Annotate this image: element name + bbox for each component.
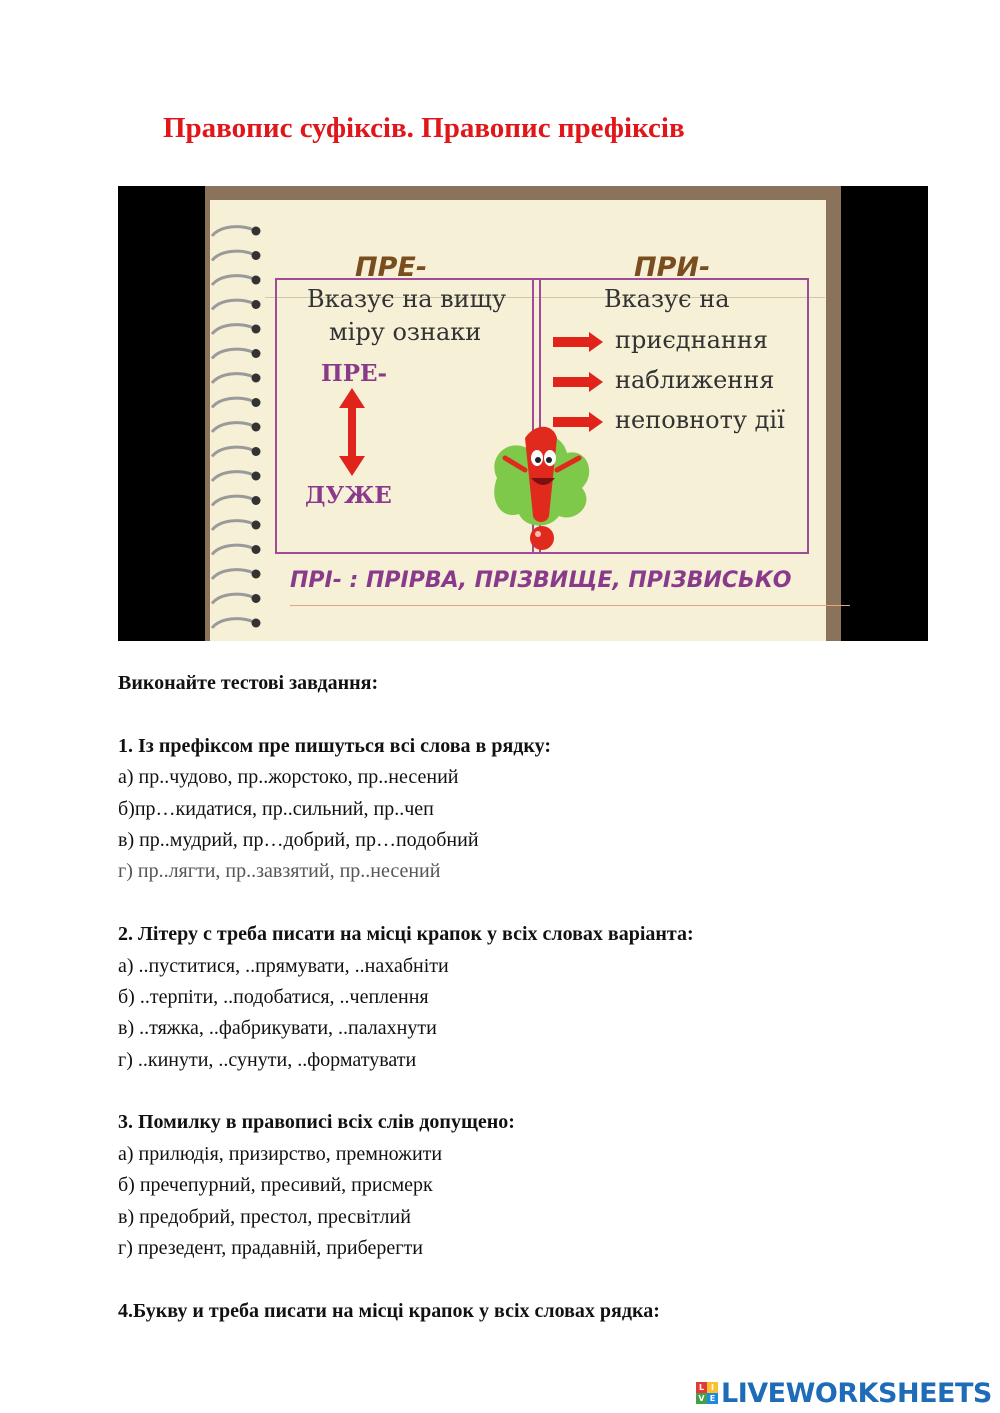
spiral-ring: [212, 472, 254, 481]
answer-option[interactable]: г) презедент, прадавній, приберегти: [118, 1237, 423, 1260]
pre-label: ПРЕ-: [321, 360, 388, 387]
logo-text: LIVEWORKSHEETS: [721, 1377, 992, 1409]
spiral-hole: [252, 496, 261, 505]
page-title: Правопис суфіксів. Правопис префіксів: [163, 112, 685, 144]
spiral-ring: [212, 251, 254, 260]
spiral-hole: [252, 447, 261, 456]
answer-option[interactable]: а) прилюдія, призирство, премножити: [118, 1142, 443, 1165]
spiral-hole: [252, 349, 261, 358]
spiral-hole: [252, 594, 261, 603]
spiral-ring: [212, 423, 254, 432]
rules-box: [275, 278, 809, 554]
spiral-hole: [252, 227, 261, 236]
pry-description: Вказує на: [604, 285, 730, 313]
spiral-hole: [252, 570, 261, 579]
duzhe-label: ДУЖЕ: [305, 482, 392, 509]
test-content: [118, 668, 958, 1327]
spiral-ring: [212, 398, 254, 407]
spiral-ring: [212, 276, 254, 285]
answer-option[interactable]: б) пречепурний, пресивий, присмерк: [118, 1174, 433, 1197]
spiral-ring: [212, 325, 254, 334]
arrow-right-icon: [553, 332, 603, 352]
question-1: 1. Із префіксом пре пишуться всі слова в рядку:: [118, 734, 552, 757]
pry-meaning-3: неповноту дії: [615, 406, 785, 434]
answer-option[interactable]: в) предобрий, престол, пресвітлий: [118, 1205, 411, 1228]
spiral-ring: [212, 619, 254, 628]
spiral-ring: [212, 447, 254, 456]
logo-letter: E: [707, 1393, 718, 1404]
arrow-right-icon: [553, 372, 603, 392]
spiral-hole: [252, 251, 261, 260]
double-arrow-icon: [337, 388, 367, 476]
question-3: 3. Помилку в правописі всіх слів допущено:: [118, 1111, 515, 1134]
pre-description-line2: міру ознаки: [329, 318, 482, 346]
question-2: 2. Літеру с треба писати на місці крапок у всіх словах варіанта:: [118, 923, 694, 946]
answer-option[interactable]: б) ..терпіти, ..подобатися, ..чеплення: [118, 985, 429, 1008]
logo-letter: V: [696, 1393, 707, 1404]
answer-option[interactable]: б)пр…кидатися, пр..сильний, пр..чеп: [118, 797, 434, 820]
heading-pry: ПРИ-: [634, 252, 711, 283]
exclamation-mascot-icon: [487, 418, 597, 552]
answer-option[interactable]: г) ..кинути, ..сунути, ..форматувати: [118, 1048, 417, 1071]
answer-option[interactable]: а) пр..чудово, пр..жорстоко, пр..несений: [118, 766, 459, 789]
liveworksheets-logo[interactable]: [696, 1378, 992, 1408]
notebook-paper: [210, 200, 826, 641]
answer-option[interactable]: г) пр..лягти, пр..завзятий, пр..несений: [118, 860, 441, 883]
spiral-ring: [212, 374, 254, 383]
spiral-ring: [212, 227, 254, 236]
spiral-hole: [252, 398, 261, 407]
pri-exceptions: ПРІ- : ПРІРВА, ПРІЗВИЩЕ, ПРІЗВИСЬКО: [290, 568, 792, 593]
spiral-ring: [212, 521, 254, 530]
spiral-hole: [252, 472, 261, 481]
logo-letter: L: [696, 1382, 707, 1393]
spiral-hole: [252, 545, 261, 554]
answer-option[interactable]: а) ..пуститися, ..прямувати, ..нахабніти: [118, 954, 449, 977]
logo-mark-icon: [696, 1382, 718, 1404]
spiral-ring: [212, 300, 254, 309]
logo-letter: I: [707, 1382, 718, 1393]
spiral-rings-icon: [204, 214, 264, 641]
pre-description-line1: Вказує на вищу: [307, 285, 507, 313]
notebook-board: [205, 186, 841, 641]
question-4: 4.Букву и треба писати на місці крапок у всіх словах рядка:: [118, 1299, 660, 1322]
pry-meaning-2: наближення: [615, 366, 775, 394]
answer-option[interactable]: в) ..тяжка, ..фабрикувати, ..палахнути: [118, 1017, 437, 1040]
spiral-hole: [252, 276, 261, 285]
spiral-ring: [212, 496, 254, 505]
spiral-ring: [212, 545, 254, 554]
heading-pre: ПРЕ-: [355, 252, 428, 283]
spiral-hole: [252, 325, 261, 334]
rule-illustration: [118, 186, 928, 641]
spiral-ring: [212, 594, 254, 603]
spiral-hole: [252, 521, 261, 530]
spiral-hole: [252, 300, 261, 309]
spiral-hole: [252, 374, 261, 383]
spiral-ring: [212, 570, 254, 579]
instructions: Виконайте тестові завдання:: [118, 672, 379, 694]
spiral-hole: [252, 619, 261, 628]
ruled-line: [290, 605, 850, 606]
spiral-ring: [212, 349, 254, 358]
answer-option[interactable]: в) пр..мудрий, пр…добрий, пр…подобний: [118, 828, 479, 851]
spiral-hole: [252, 423, 261, 432]
pry-meaning-1: приєднання: [615, 326, 769, 354]
